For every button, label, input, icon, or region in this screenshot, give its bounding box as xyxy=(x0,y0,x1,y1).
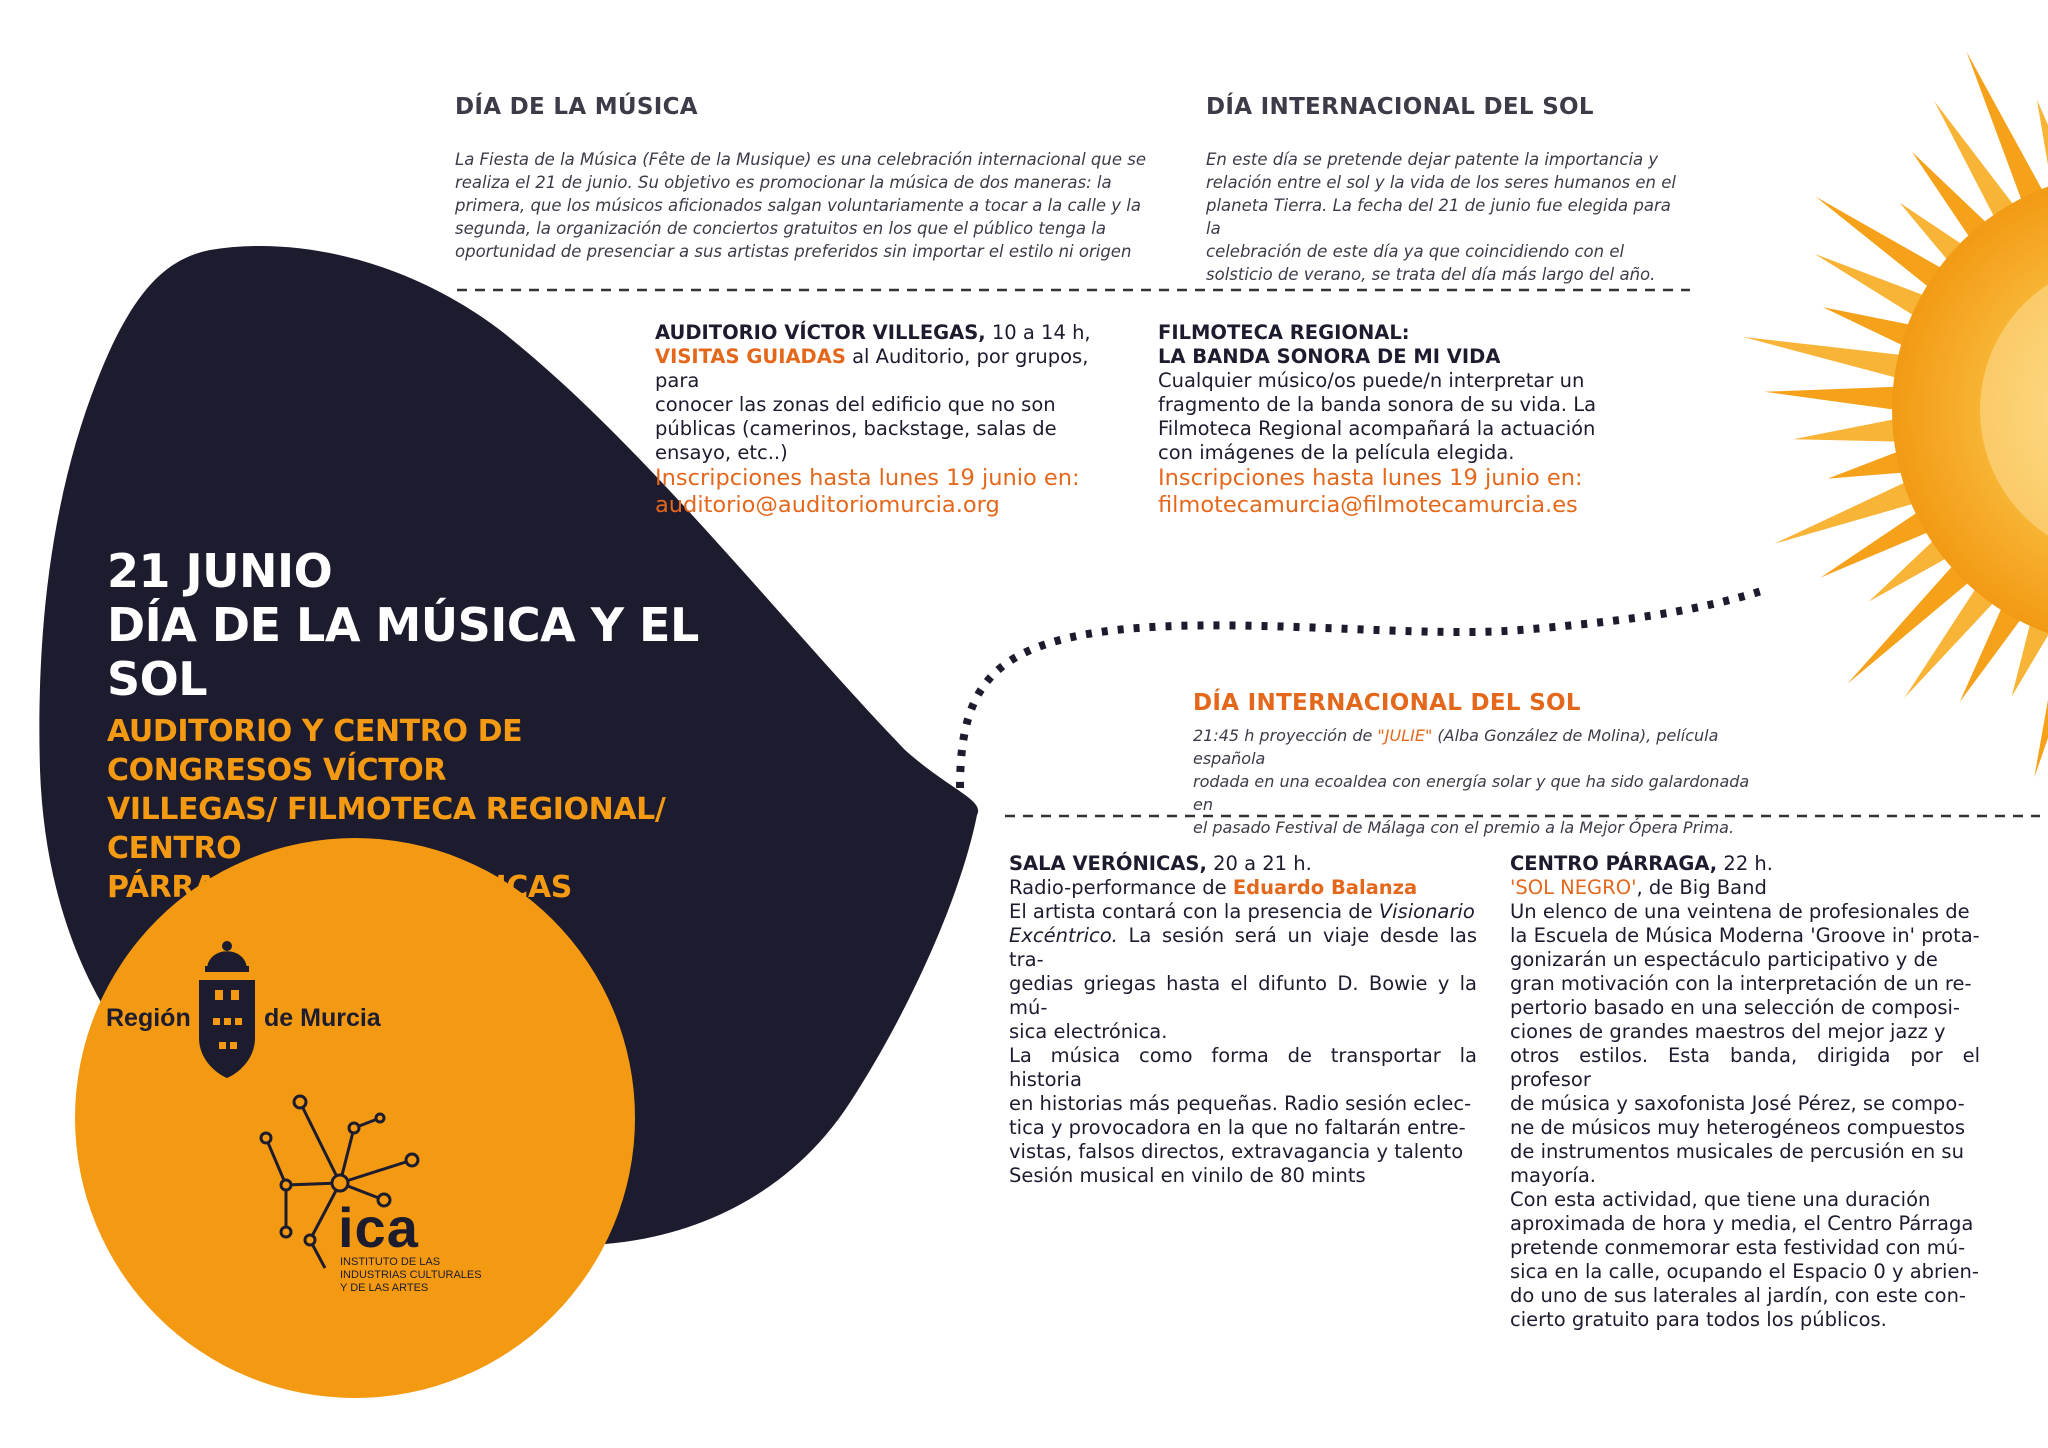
intro-sol-title: DÍA INTERNACIONAL DEL SOL xyxy=(1206,94,1594,120)
text-line: oportunidad de presenciar a sus artistas preferidos sin importar el estilo ni origen xyxy=(455,242,1132,261)
text-line: INDUSTRIAS CULTURALES xyxy=(340,1269,482,1281)
text-line: ciones de grandes maestros del mejor jazz y xyxy=(1510,1020,1946,1043)
text-line: el pasado Festival de Málaga con el premio a la Mejor Ópera Prima. xyxy=(1193,818,1735,837)
event-auditorio xyxy=(655,321,1135,519)
region-logo-left-text: Región xyxy=(106,1004,191,1032)
text-line: segunda, la organización de conciertos gratuitos en los que el público tenga la xyxy=(455,219,1106,238)
text-line: otros estilos. Esta banda, dirigida por el profesor xyxy=(1510,1044,1980,1091)
text-line: celebración de este día ya que coincidiendo con el xyxy=(1206,242,1625,261)
text-line: al Auditorio, por grupos, para xyxy=(655,345,1089,392)
registration-email-link[interactable]: auditorio@auditoriomurcia.org xyxy=(655,492,1000,518)
text-line: do uno de sus laterales al jardín, con este con- xyxy=(1510,1284,1966,1307)
text-line: la Escuela de Música Moderna 'Groove in' prota- xyxy=(1510,924,1980,947)
text-line: pertorio basado en una selección de composi- xyxy=(1510,996,1960,1019)
hero-title: DÍA DE LA MÚSICA Y EL SOL xyxy=(107,598,699,706)
text-line: sica electrónica. xyxy=(1009,1020,1168,1043)
text-line: Radio-performance de xyxy=(1009,876,1233,899)
text-line: Y DE LAS ARTES xyxy=(340,1282,429,1294)
text-line: tica y provocadora en la que no faltarán entre- xyxy=(1009,1116,1466,1139)
intro-musica-title: DÍA DE LA MÚSICA xyxy=(455,94,698,120)
text-line: sica en la calle, ocupando el Espacio 0 y abrien- xyxy=(1510,1260,1979,1283)
text-line: En este día se pretende dejar patente la importancia y xyxy=(1206,150,1659,169)
event-highlight: VISITAS GUIADAS xyxy=(655,345,846,368)
text-line: en historias más pequeñas. Radio sesión eclec- xyxy=(1009,1092,1472,1115)
text-line: Filmoteca Regional acompañará la actuación xyxy=(1158,417,1596,440)
event-sol-title: DÍA INTERNACIONAL DEL SOL xyxy=(1193,690,1581,716)
ica-logo-wordmark: ica xyxy=(338,1196,419,1259)
text-line: Un elenco de una veintena de profesionales de xyxy=(1510,900,1970,923)
event-time: 22 h. xyxy=(1717,852,1773,875)
text-line: La música como forma de transportar la historia xyxy=(1009,1044,1477,1091)
text-line: planeta Tierra. La fecha del 21 de junio fue elegida para la xyxy=(1206,196,1671,238)
hero-venues-line: AUDITORIO Y CENTRO DE CONGRESOS VÍCTOR xyxy=(107,714,523,788)
event-venue: SALA VERÓNICAS, xyxy=(1009,852,1207,875)
orange-circle xyxy=(75,838,635,1398)
text-line: (Alba González de Molina), película española xyxy=(1193,726,1719,768)
text-line: pretende conmemorar esta festividad con mú- xyxy=(1510,1236,1966,1259)
text-line: La sesión será un viaje desde las tra- xyxy=(1009,924,1477,971)
text-line: La Fiesta de la Música (Fête de la Musique) es una celebración internacional que se xyxy=(455,150,1146,169)
event-veronicas xyxy=(1009,852,1477,1188)
text-line: mayoría. xyxy=(1510,1164,1596,1187)
hero-block xyxy=(107,544,727,907)
event-title: LA BANDA SONORA DE MI VIDA xyxy=(1158,345,1501,368)
event-venue: AUDITORIO VÍCTOR VILLEGAS, xyxy=(655,321,986,344)
text-line: El artista contará con la presencia de xyxy=(1009,900,1379,923)
text-italic: Visionario xyxy=(1378,900,1475,923)
event-venue: CENTRO PÁRRAGA, xyxy=(1510,852,1718,875)
text-line: ensayo, etc..) xyxy=(655,441,788,464)
text-line: solsticio de verano, se trata del día más largo del año. xyxy=(1206,265,1656,284)
text-line: realiza el 21 de junio. Su objetivo es promocionar la música de dos maneras: la xyxy=(455,173,1112,192)
sun-ray xyxy=(1743,337,1912,381)
artist-name: Eduardo Balanza xyxy=(1232,876,1418,899)
text-line: Cualquier músico/os puede/n interpretar un xyxy=(1158,369,1585,392)
text-line: públicas (camerinos, backstage, salas de xyxy=(655,417,1057,440)
text-line: 21:45 h proyección de xyxy=(1193,726,1378,745)
registration-note: Inscripciones hasta lunes 19 junio en: xyxy=(655,465,1080,491)
intro-musica-text xyxy=(455,148,1155,263)
film-title: "JULIE" xyxy=(1377,726,1433,745)
text-line: gran motivación con la interpretación de un re- xyxy=(1510,972,1972,995)
event-time: 20 a 21 h. xyxy=(1206,852,1312,875)
text-italic: Excéntrico. xyxy=(1009,924,1118,947)
registration-email-link[interactable]: filmotecamurcia@filmotecamurcia.es xyxy=(1158,492,1578,518)
text-line: primera, que los músicos aficionados salgan voluntariamente a tocar a la calle y la xyxy=(455,196,1141,215)
text-line: relación entre el sol y la vida de los seres humanos en el xyxy=(1206,173,1676,192)
intro-sol-text xyxy=(1206,148,1686,286)
sun-ray xyxy=(1764,386,1906,411)
sun-ray xyxy=(1816,197,1951,294)
text-line: fragmento de la banda sonora de su vida. La xyxy=(1158,393,1597,416)
text-line: aproximada de hora y media, el Centro Párraga xyxy=(1510,1212,1974,1235)
hero-venues-line: PÁRRAGA/ SALA VERÓNICAS xyxy=(107,870,572,905)
text-line: Con esta actividad, que tiene una duración xyxy=(1510,1188,1931,1211)
text-line: cierto gratuito para todos los públicos. xyxy=(1510,1308,1887,1331)
text-line: gedias griegas hasta el difunto D. Bowie y la mú- xyxy=(1009,972,1477,1019)
show-title: 'SOL NEGRO' xyxy=(1510,876,1637,899)
sun-ray xyxy=(1793,417,1907,442)
text-line: ne de músicos muy heterogéneos compuestos xyxy=(1510,1116,1965,1139)
text-line: Sesión musical en vinilo de 80 mints xyxy=(1009,1164,1366,1187)
event-parraga xyxy=(1510,852,1980,1332)
event-filmoteca xyxy=(1158,321,1658,519)
hero-date: 21 JUNIO xyxy=(107,544,333,598)
event-sol xyxy=(1193,690,1753,839)
ica-logo-subtitle xyxy=(340,1256,482,1295)
text-line: INSTITUTO DE LAS xyxy=(340,1256,441,1268)
text-line: rodada en una ecoaldea con energía solar y que ha sido galardonada en xyxy=(1193,772,1750,814)
sun-illustration xyxy=(1743,30,2048,799)
region-logo-right-text: de Murcia xyxy=(264,1004,381,1032)
event-venue: FILMOTECA REGIONAL: xyxy=(1158,321,1410,344)
text-line: conocer las zonas del edificio que no son xyxy=(655,393,1056,416)
event-time: 10 a 14 h, xyxy=(985,321,1091,344)
text-line: , de Big Band xyxy=(1636,876,1767,899)
text-line: con imágenes de la película elegida. xyxy=(1158,441,1515,464)
hero-venues-line: VILLEGAS/ FILMOTECA REGIONAL/ CENTRO xyxy=(107,792,666,866)
text-line: gonizarán un espectáculo participativo y de xyxy=(1510,948,1938,971)
text-line: de música y saxofonista José Pérez, se compo- xyxy=(1510,1092,1965,1115)
text-line: vistas, falsos directos, extravagancia y talento xyxy=(1009,1140,1464,1163)
registration-note: Inscripciones hasta lunes 19 junio en: xyxy=(1158,465,1583,491)
text-line: de instrumentos musicales de percusión en su xyxy=(1510,1140,1964,1163)
